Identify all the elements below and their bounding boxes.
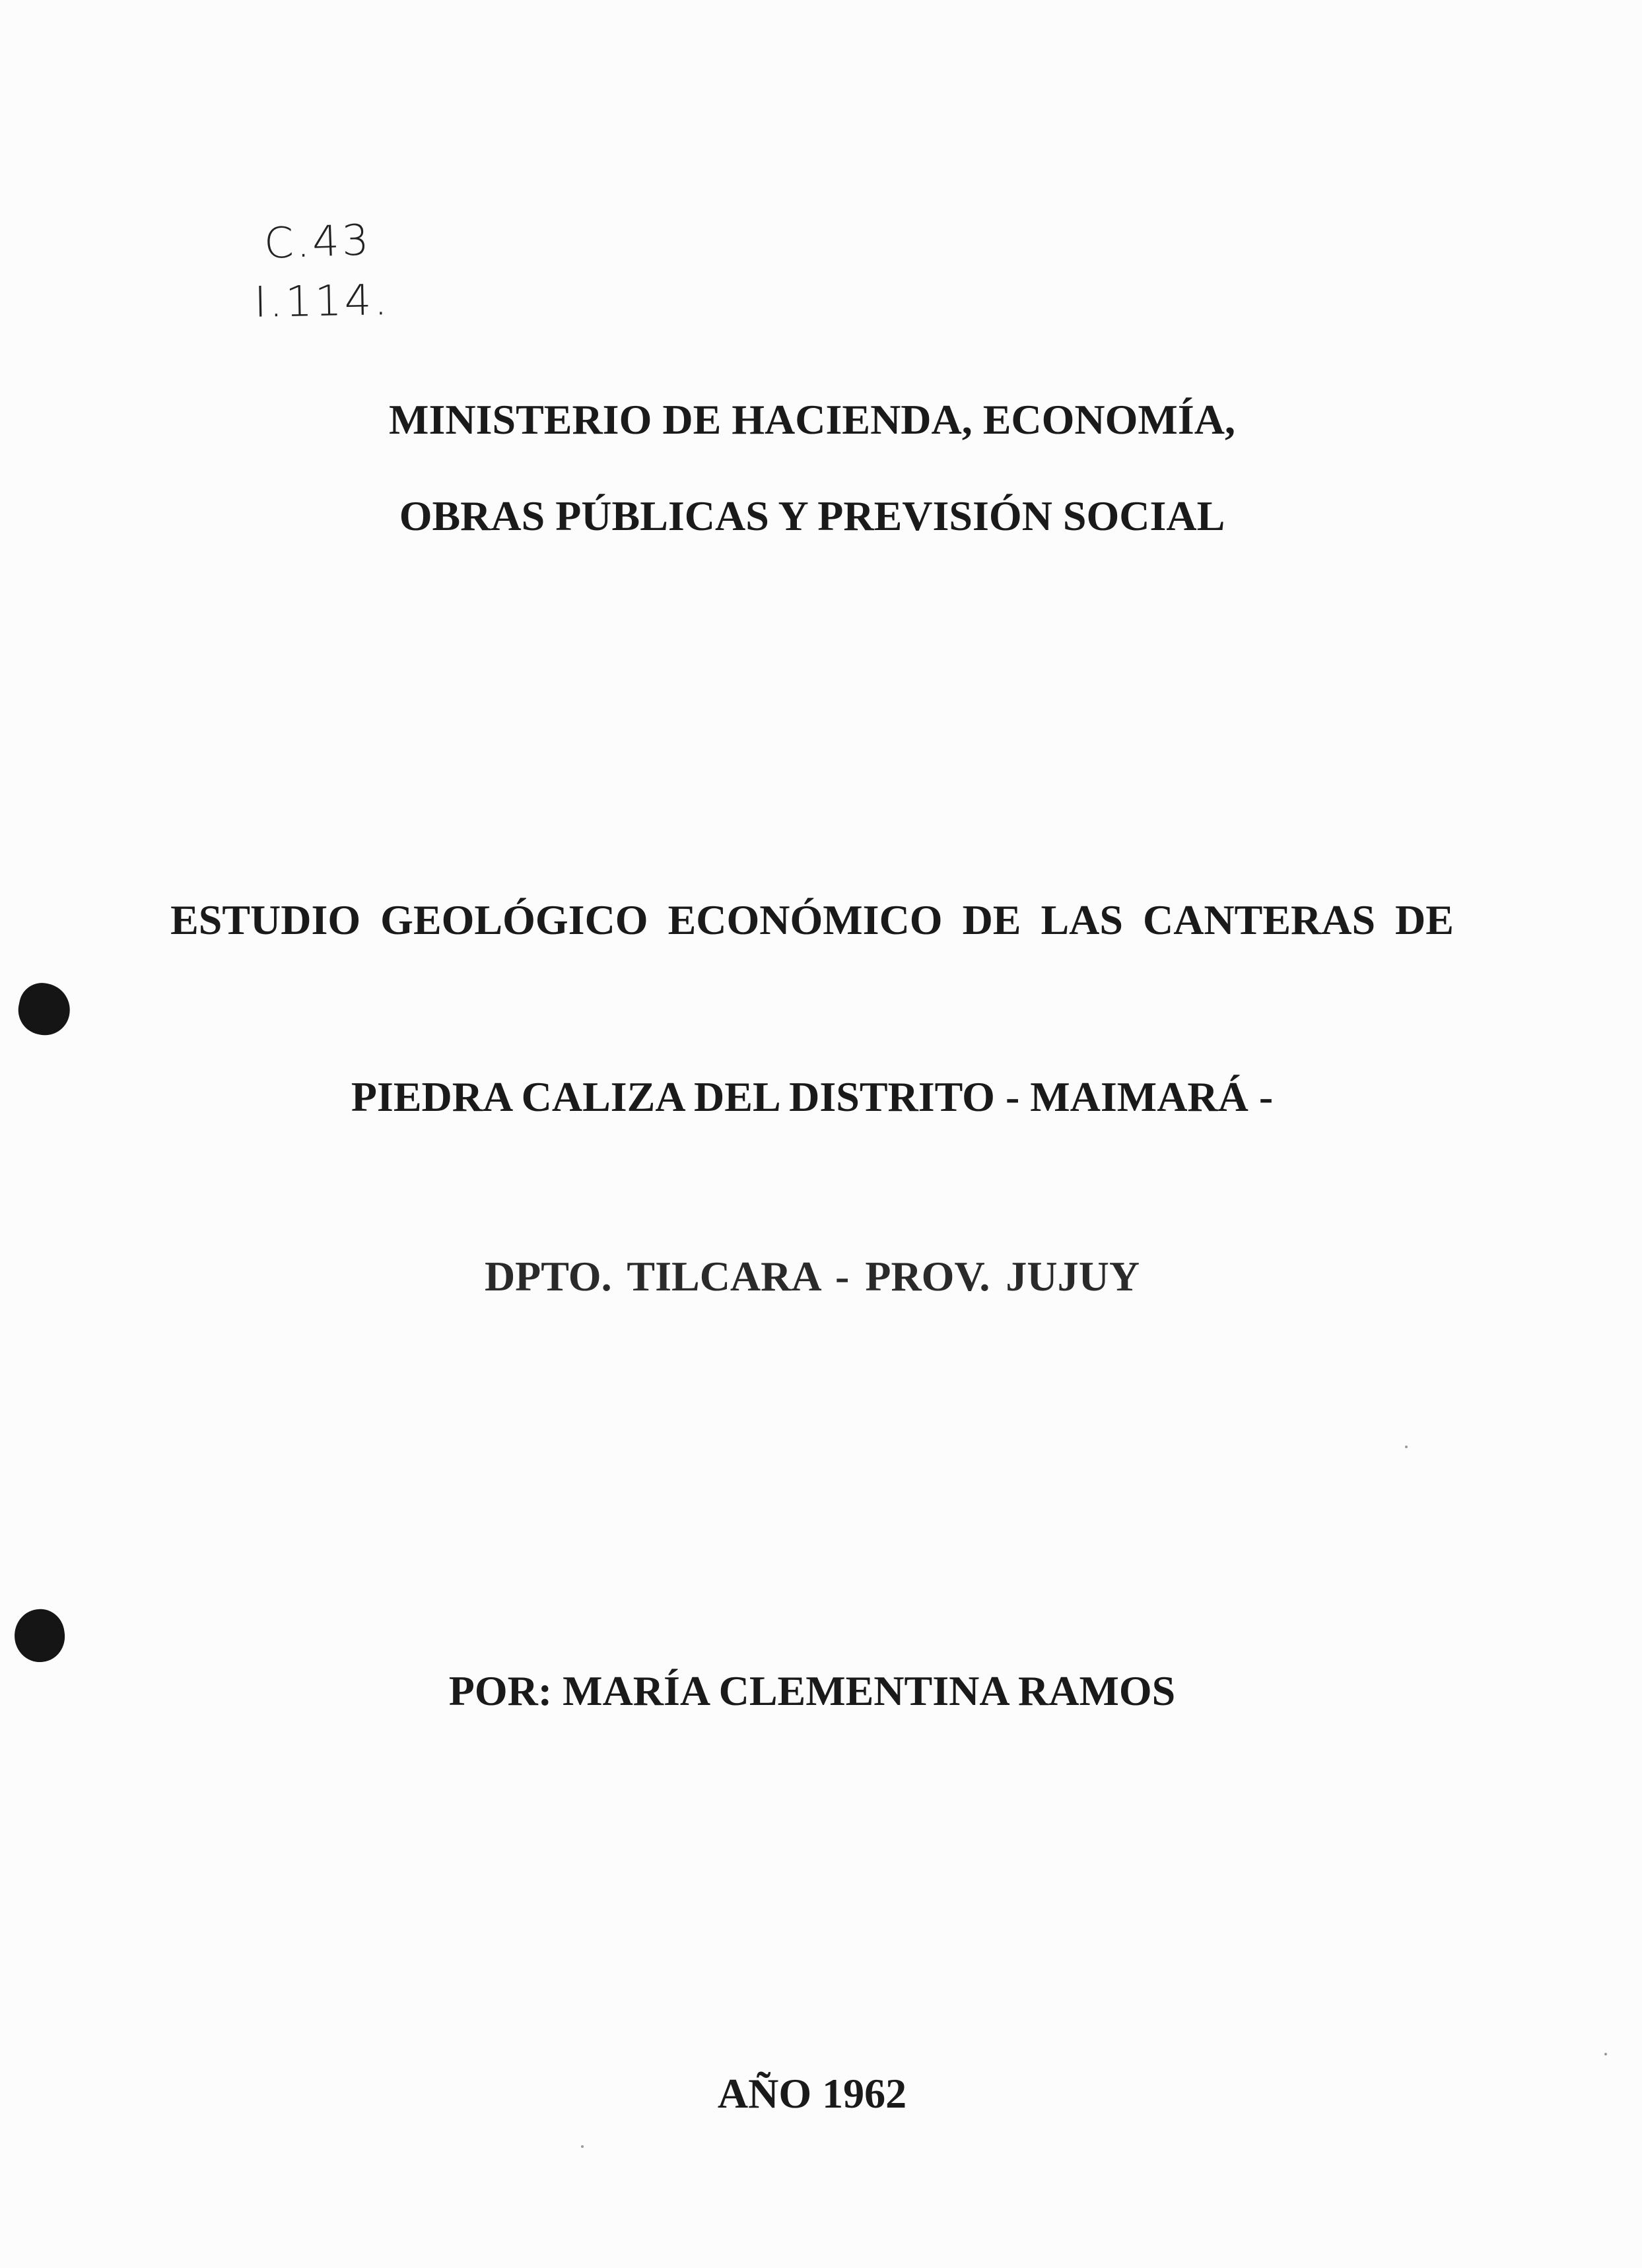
- paper-speck: [1405, 1446, 1408, 1448]
- study-title-line3: DPTO. TILCARA - PROV. JUJUY: [484, 1253, 1140, 1300]
- study-title-line1: ESTUDIO GEOLÓGICO ECONÓMICO DE LAS CANTERAS DE: [170, 896, 1454, 943]
- ministry-heading-line2: OBRAS PÚBLICAS Y PREVISIÓN SOCIAL: [399, 492, 1225, 539]
- ministry-heading-line1: MINISTERIO DE HACIENDA, ECONOMÍA,: [389, 396, 1235, 443]
- study-title-line2: PIEDRA CALIZA DEL DISTRITO - MAIMARÁ -: [351, 1073, 1274, 1120]
- punch-hole-top: [14, 979, 75, 1040]
- year-line: AÑO 1962: [717, 2070, 907, 2117]
- handwritten-catalog-code: C.43: [263, 216, 372, 269]
- handwritten-inventory-number: I.114.: [254, 276, 391, 327]
- paper-speck: [1604, 2053, 1607, 2055]
- punch-hole-bottom: [11, 1606, 68, 1665]
- paper-speck: [581, 2145, 584, 2148]
- author-line: POR: MARÍA CLEMENTINA RAMOS: [448, 1667, 1176, 1714]
